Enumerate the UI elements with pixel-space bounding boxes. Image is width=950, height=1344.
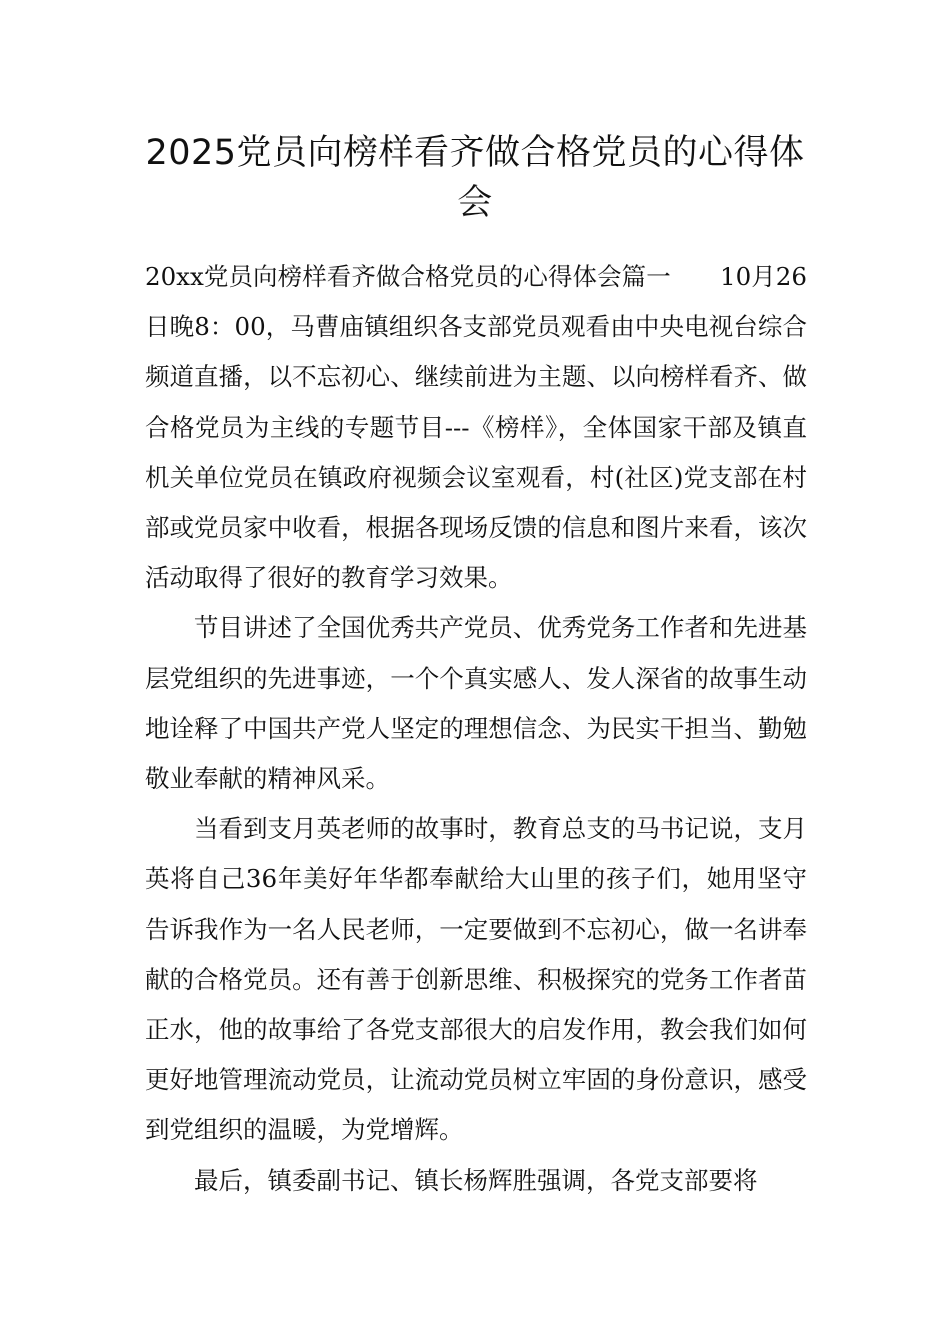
paragraph-3: 当看到支月英老师的故事时，教育总支的马书记说，支月英将自己36年美好年华都奉献给大山里的孩子们，她用坚守告诉我作为一名人民老师，一定要做到不忘初心，做一名讲奉献的合格党员。还有善于创新思维、积极探究的党务工作者苗正水，他的故事给了各党支部很大的启发作用，教会我们如何更好地管理流动党员，让流动党员树立牢固的身份意识，感受到党组织的温暖，为党增辉。	[145, 814, 807, 1145]
document-title: 2025党员向榜样看齐做合格党员的心得体会	[145, 133, 805, 223]
paragraph-2: 节目讲述了全国优秀共产党员、优秀党务工作者和先进基层党组织的先进事迹，一个个真实感人、发人深省的故事生动地诠释了中国共产党人坚定的理想信念、为民实干担当、勤勉敬业奉献的精神风采。	[145, 613, 807, 794]
paragraph-4: 最后，镇委副书记、镇长杨辉胜强调，各党支部要将	[194, 1165, 758, 1195]
paragraph-1: 20xx党员向榜样看齐做合格党员的心得体会篇一 10月26日晚8：00，马曹庙镇组织各支部党员观看由中央电视台综合频道直播，以不忘初心、继续前进为主题、以向榜样看齐、做合格党员为主线的专题节目---《榜样》，全体国家干部及镇直机关单位党员在镇政府视频会议室观看，村(社区)党支部在村部或党员家中收看，根据各现场反馈的信息和图片来看，该次活动取得了很好的教育学习效果。	[145, 262, 807, 593]
document-body	[145, 252, 807, 1206]
